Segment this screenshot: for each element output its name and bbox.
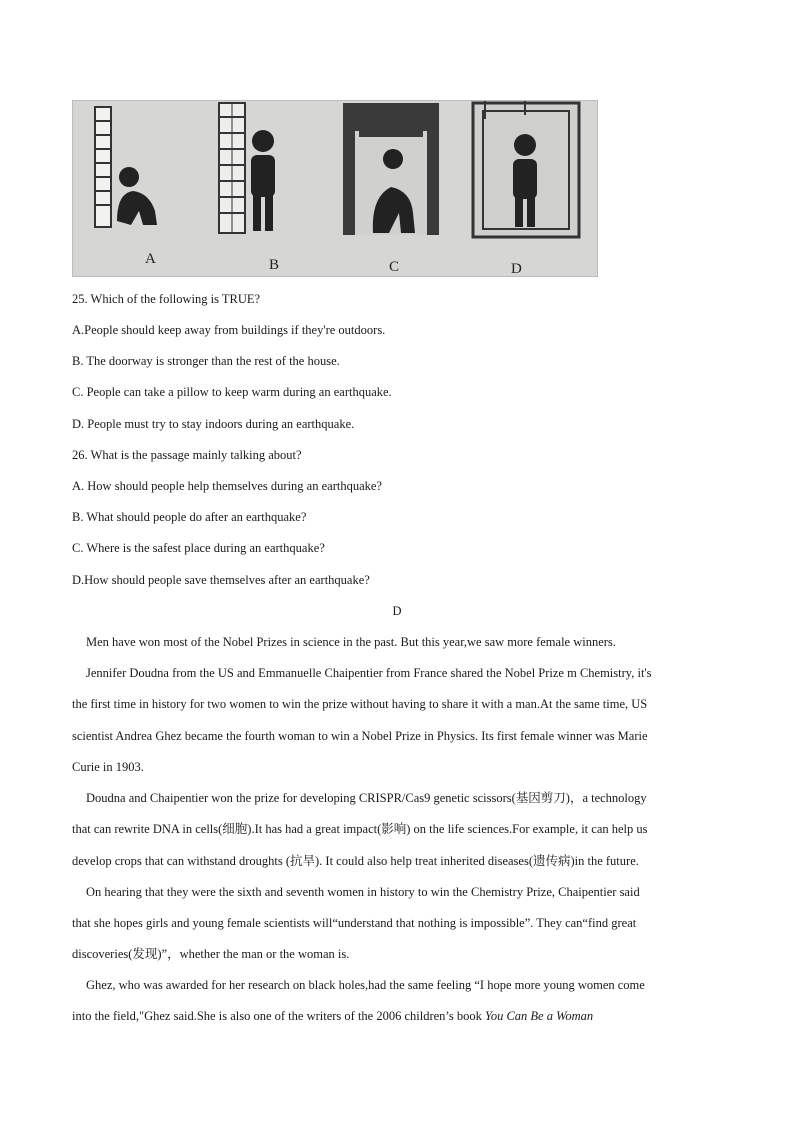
panel-a-pictogram xyxy=(95,107,157,227)
passage-line-3: the first time in history for two women to win the prize without having to share it with a man.At the same time, US xyxy=(72,697,648,711)
question-26: 26. What is the passage mainly talking about? xyxy=(72,448,302,462)
q26-option-d: D.How should people save themselves after an earthquake? xyxy=(72,573,370,587)
q25-option-c: C. People can take a pillow to keep warm during an earthquake. xyxy=(72,385,392,399)
passage-line-7: that can rewrite DNA in cells(细胞).It has had a great impact(影响) on the life sciences.For example, it can help us xyxy=(72,822,648,836)
passage-line-9: On hearing that they were the sixth and seventh women in history to win the Chemistry Prize, Chaipentier said xyxy=(86,885,640,899)
q25-option-a: A.People should keep away from buildings if they're outdoors. xyxy=(72,323,386,337)
figure-label-a: A xyxy=(145,251,156,267)
passage-line-2: Jennifer Doudna from the US and Emmanuelle Chaipentier from France shared the Nobel Prize m Chemistry, it's xyxy=(86,666,652,680)
q25-option-b: B. The doorway is stronger than the rest of the house. xyxy=(72,354,340,368)
passage-line-11: discoveries(发现)”，whether the man or the woman is. xyxy=(72,947,350,961)
passage-line-8: develop crops that can withstand droughts (抗旱). It could also help treat inherited diseases(遗传病)in the future. xyxy=(72,854,639,868)
passage-line-4: scientist Andrea Ghez became the fourth woman to win a Nobel Prize in Physics. Its first female winner was Marie xyxy=(72,729,648,743)
section-heading: D xyxy=(392,604,402,618)
q26-option-a: A. How should people help themselves during an earthquake? xyxy=(72,479,382,493)
passage-line-5: Curie in 1903. xyxy=(72,760,144,774)
book-title: You Can Be a Woman xyxy=(485,1009,594,1023)
q25-option-d: D. People must try to stay indoors during an earthquake. xyxy=(72,417,355,431)
figure-label-c: C xyxy=(389,259,400,275)
figure-label-b: B xyxy=(269,257,280,273)
panel-c-pictogram xyxy=(343,103,439,235)
q26-option-c: C. Where is the safest place during an earthquake? xyxy=(72,541,325,555)
passage-line-13 xyxy=(72,1008,593,1024)
q26-option-b: B. What should people do after an earthquake? xyxy=(72,510,307,524)
panel-d-pictogram xyxy=(473,101,579,237)
passage-line-10: that she hopes girls and young female scientists will“understand that nothing is impossible”. They can“find great xyxy=(72,916,637,930)
figure-label-d: D xyxy=(511,261,522,277)
passage-line-13-text: into the field,"Ghez said.She is also one of the writers of the 2006 children’s book xyxy=(72,1009,486,1023)
question-25: 25. Which of the following is TRUE? xyxy=(72,292,261,306)
passage-line-12: Ghez, who was awarded for her research on black holes,had the same feeling “I hope more young women come xyxy=(86,978,645,992)
panel-b-pictogram xyxy=(219,103,275,233)
passage-line-6: Doudna and Chaipentier won the prize for developing CRISPR/Cas9 genetic scissors(基因剪刀)，a technology xyxy=(86,791,647,805)
earthquake-illustration xyxy=(72,100,598,277)
passage-line-1: Men have won most of the Nobel Prizes in science in the past. But this year,we saw more female winners. xyxy=(86,635,616,649)
